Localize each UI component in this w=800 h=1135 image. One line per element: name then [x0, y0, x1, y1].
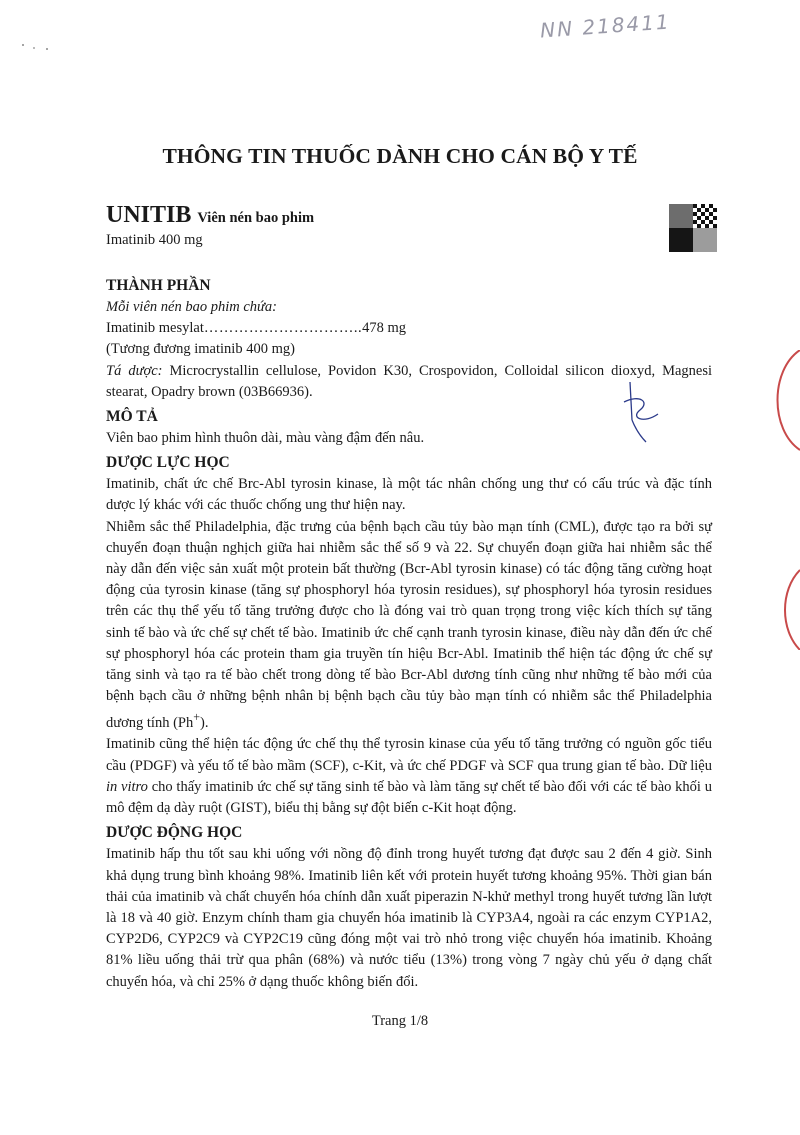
pd-p3-italic: in vitro	[106, 778, 148, 795]
composition-heading: THÀNH PHẦN	[106, 277, 211, 294]
document-title: THÔNG TIN THUỐC DÀNH CHO CÁN BỘ Y TẾ	[162, 144, 638, 168]
pharmacodynamics-paragraph-2	[106, 517, 712, 735]
composition-subheading: Mỗi viên nén bao phim chứa:	[106, 299, 277, 315]
product-form: Viên nén bao phim	[197, 210, 315, 226]
product-strength: Imatinib 400 mg	[106, 232, 203, 248]
description-text: Viên bao phim hình thuôn dài, màu vàng đậm đến nâu.	[106, 430, 425, 447]
equivalent-line: (Tương đương imatinib 400 mg)	[106, 341, 295, 358]
excipients-text: Microcrystallin cellulose, Povidon K30, Crospovidon, Colloidal silicon dioxyd, Magnesi stearat, Opadry brown (03B66936).	[106, 362, 712, 400]
pd-p2-text: Nhiễm sắc thể Philadelphia, đặc trưng của bệnh bạch cầu tủy bào mạn tính (CML), được tạo ra bởi sự chuyển đoạn thuận nghịch giữa hai nhiễm sắc thể số 9 và 22. Sự chuyển đoạn giữa hai nhiễm sắc thể này dẫn đến việc sản xuất một protein bất thường (Bcr-Abl tyrosin kinase) có tác động tăng cường hoạt động của tyrosin kinase (tăng sự phosphoryl hóa tyrosin residues), sự phosphoryl hóa tyrosin residues trên các thụ thể yếu tố tăng trưởng được cho là đóng vai trò quan trọng trong việc kích thích sự tăng sinh tế bào và ức chế sự chết tế bào. Imatinib ức chế cạnh tranh tyrosin kinase, điều này dẫn đến ức chế sự phosphoryl hóa các protein tham gia truyền tín hiệu Bcr-Abl. Imatinib thể hiện tác động ức chế sự tăng sinh và tạo ra tế bào chết trong dòng tế bào Bcr-Abl dương tính cũng như những tế bào mới của bệnh bạch cầu ở những bệnh nhân bị bệnh bạch cầu tủy bào mạn tính có nhiễm sắc thể Philadelphia dương tính (Ph	[106, 518, 712, 732]
active-ingredient-line	[106, 318, 712, 339]
product-name: UNITIB	[106, 202, 192, 228]
handwritten-reference-number: NN 218411	[539, 9, 672, 43]
pharmacodynamics-heading: DƯỢC LỰC HỌC	[106, 454, 230, 472]
red-stamp-fragment	[760, 350, 800, 650]
pharmacodynamics-paragraph-3	[106, 734, 712, 819]
leader-dots: …………………………..	[203, 320, 363, 337]
qr-code-icon	[669, 204, 717, 252]
pharmacokinetics-heading: DƯỢC ĐỘNG HỌC	[106, 824, 243, 842]
active-ingredient-name: Imatinib mesylat	[106, 320, 204, 337]
handwritten-signature	[610, 380, 670, 450]
pd-p2-end: ).	[200, 715, 209, 732]
pd-p2-superscript: +	[193, 710, 201, 725]
pharmacodynamics-paragraph-1: Imatinib, chất ức chế Brc-Abl tyrosin kinase, là một tác nhân chống ung thư có cấu trúc và đặc tính dược lý khác với các thuốc chống ung thư hiện nay.	[106, 476, 712, 514]
pd-p3-start: Imatinib cũng thể hiện tác động ức chế thụ thể tyrosin kinase của yếu tố tăng trưởng có nguồn gốc tiểu cầu (PDGF) và yếu tố tế bào mầm (SCF), c-Kit, và ức chế PDGF và SCF qua trung gian tế bào. Dữ liệu	[106, 736, 712, 774]
active-ingredient-amount: 478 mg	[362, 320, 407, 337]
page-number: Trang 1/8	[371, 1013, 429, 1029]
excipients-label: Tá dược:	[106, 362, 163, 379]
product-header	[106, 202, 718, 249]
margin-specks	[20, 40, 60, 60]
description-heading: MÔ TẢ	[106, 408, 158, 426]
pharmacokinetics-paragraph: Imatinib hấp thu tốt sau khi uống với nồng độ đỉnh trong huyết tương đạt được sau 2 đến 4 giờ. Sinh khả dụng trung bình khoảng 98%. Imatinib liên kết với protein huyết tương khoảng 95%. Thời gian bán thải của imatinib và chất chuyển hóa chính dẫn xuất piperazin N-khử methyl trong huyết tương lần lượt là 18 và 40 giờ. Enzym chính tham gia chuyển hóa imatinib là CYP3A4, ngoài ra các enzym CYP1A2, CYP2D6, CYP2C9 và CYP2C19 cũng đóng một vai trò nhỏ trong việc chuyển hóa imatinib. Khoảng 81% liều uống thải trừ qua phân (68%) và nước tiểu (13%) trong vòng 7 ngày chủ yếu ở dạng chất chuyển hóa, và chỉ 25% ở dạng thuốc không biến đổi.	[106, 846, 712, 990]
pd-p3-end: cho thấy imatinib ức chế sự tăng sinh tế bào và làm tăng sự chết tế bào đối với các tế bào khối u mô đệm dạ dày ruột (GIST), biểu thị bằng sự đột biến c-Kit hoạt động.	[106, 778, 712, 817]
